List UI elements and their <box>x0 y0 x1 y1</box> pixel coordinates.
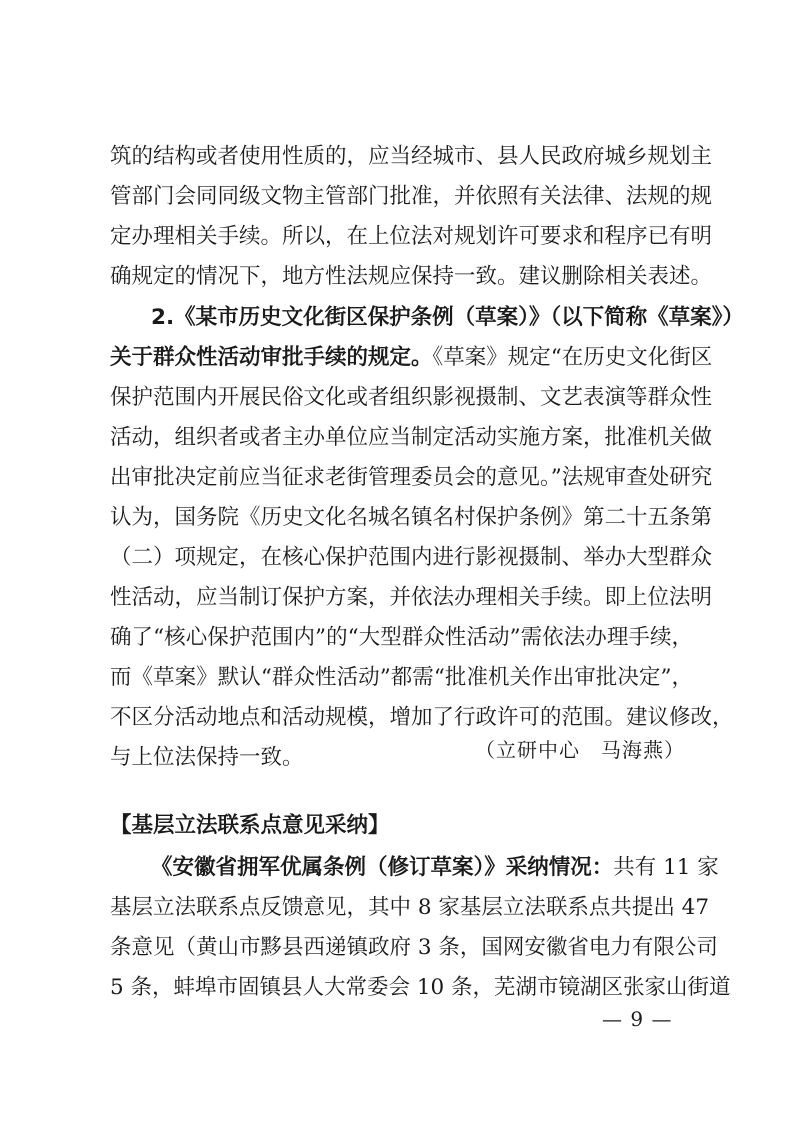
author-signature: （立研中心 马海燕） <box>475 738 685 762</box>
paragraph-line: 性活动，应当制订保护方案，并依法办理相关手续。即上位法明 <box>110 585 713 610</box>
paragraph-line: 确了“核心保护范围内”的“大型群众性活动”需依法办理手续， <box>110 625 693 650</box>
paragraph-line: 而《草案》默认“群众性活动”都需“批准机关作出审批决定”， <box>110 665 693 690</box>
paragraph-line: 基层立法联系点反馈意见，其中 8 家基层立法联系点共提出 47 <box>110 895 710 920</box>
paragraph-line: 筑的结构或者使用性质的，应当经城市、县人民政府城乡规划主 <box>110 144 713 169</box>
paragraph-text: 《草案》规定“在历史文化街区 <box>432 345 713 370</box>
paragraph-line: 认为，国务院《历史文化名城名镇名村保护条例》第二十五条第 <box>110 505 713 530</box>
paragraph-line: 定办理相关手续。所以，在上位法对规划许可要求和程序已有明 <box>110 224 713 249</box>
paragraph-line: 确规定的情况下，地方性法规应保持一致。建议删除相关表述。 <box>110 264 713 289</box>
paragraph-line: 与上位法保持一致。 <box>110 745 304 770</box>
item-heading-tail: 关于群众性活动审批手续的规定。 <box>110 345 433 370</box>
item-heading-line: 2.《某市历史文化街区保护条例（草案）》（以下简称《草案》） <box>151 305 744 330</box>
adoption-lead: 《安徽省拥军优属条例（修订草案）》采纳情况： <box>151 855 614 880</box>
paragraph-line: 条意见（黄山市黟县西递镇政府 3 条，国网安徽省电力有限公司 <box>110 935 718 960</box>
paragraph-line <box>151 852 719 884</box>
paragraph-text: 共有 11 家 <box>613 855 719 880</box>
paragraph-line: 出审批决定前应当征求老街管理委员会的意见。”法规审查处研究 <box>110 465 713 490</box>
paragraph-line <box>110 342 713 374</box>
paragraph-line: 管部门会同同级文物主管部门批准，并依照有关法律、法规的规 <box>110 184 713 209</box>
section-heading: 【基层立法联系点意见采纳】 <box>110 813 390 838</box>
paragraph-line: （二）项规定，在核心保护范围内进行影视摄制、举办大型群众 <box>110 545 713 570</box>
paragraph-line: 5 条，蚌埠市固镇县人大常委会 10 条，芜湖市镜湖区张家山街道 <box>110 975 731 1000</box>
paragraph-line: 不区分活动地点和活动规模，增加了行政许可的范围。建议修改， <box>110 705 734 730</box>
paragraph-line: 活动，组织者或者主办单位应当制定活动实施方案，批准机关做 <box>110 425 713 450</box>
page-number: — 9 — <box>602 1007 673 1031</box>
paragraph-line: 保护范围内开展民俗文化或者组织影视摄制、文艺表演等群众性 <box>110 385 713 410</box>
